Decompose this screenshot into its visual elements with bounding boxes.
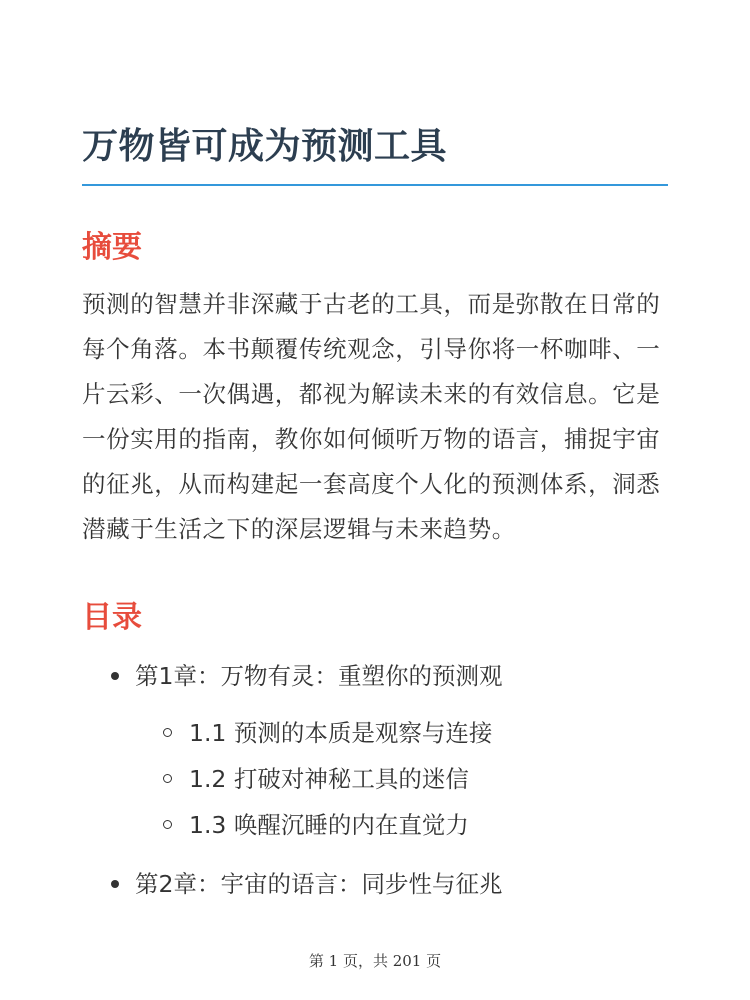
hollow-bullet-icon — [163, 774, 172, 783]
toc-section — [0, 756, 750, 802]
toc-heading: 目录 — [82, 600, 142, 635]
toc-section — [0, 710, 750, 756]
toc-chapter-label[interactable]: 第2章：宇宙的语言：同步性与征兆 — [135, 870, 503, 898]
toc-list — [0, 652, 750, 908]
toc-chapter — [0, 860, 750, 908]
title-divider — [82, 184, 668, 186]
toc-chapter-label[interactable]: 第1章：万物有灵：重塑你的预测观 — [135, 662, 503, 690]
filled-bullet-icon — [111, 672, 119, 680]
toc-section-list — [0, 700, 750, 860]
filled-bullet-icon — [111, 880, 119, 888]
hollow-bullet-icon — [163, 728, 172, 737]
toc-chapter — [0, 652, 750, 860]
toc-section-label[interactable]: 1.2 打破对神秘工具的迷信 — [189, 765, 469, 793]
page-number-footer: 第 1 页，共 201 页 — [308, 952, 442, 970]
toc-section-label[interactable]: 1.1 预测的本质是观察与连接 — [189, 719, 493, 747]
toc-section-label[interactable]: 1.3 唤醒沉睡的内在直觉力 — [189, 811, 469, 839]
toc-section — [0, 802, 750, 848]
summary-heading: 摘要 — [82, 230, 142, 265]
hollow-bullet-icon — [163, 820, 172, 829]
document-title: 万物皆可成为预测工具 — [82, 126, 448, 167]
summary-paragraph: 预测的智慧并非深藏于古老的工具，而是弥散在日常的每个角落。本书颠覆传统观念，引导你将一杯咖啡、一片云彩、一次偶遇，都视为解读未来的有效信息。它是一份实用的指南，教你如何倾听万物的语言，捕捉宇宙的征兆，从而构建起一套高度个人化的预测体系，洞悉潜藏于生活之下的深层逻辑与未来趋势。 — [82, 290, 661, 543]
